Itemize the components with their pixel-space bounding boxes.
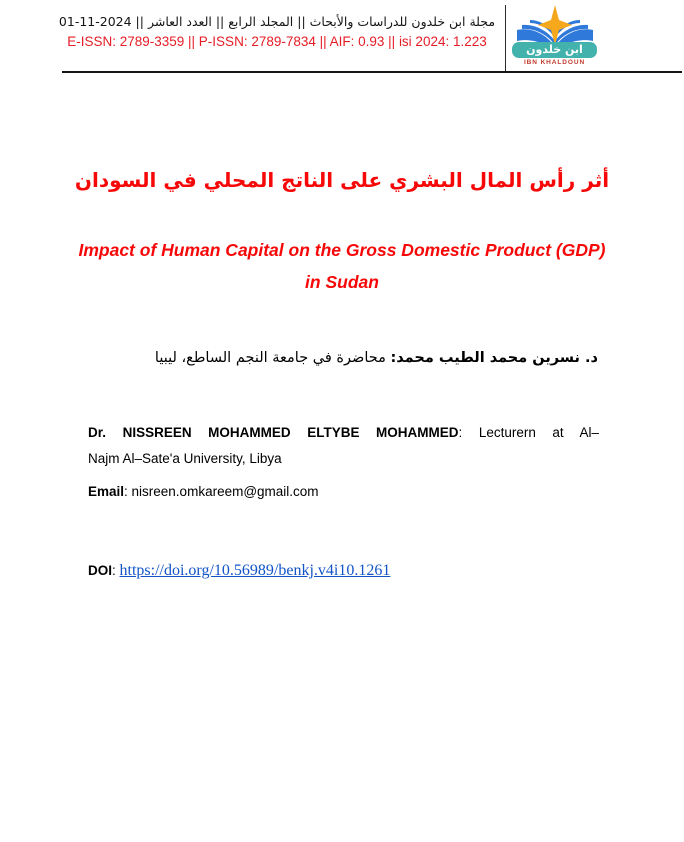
author-name-arabic: د. نسرين محمد الطيب محمد: (390, 350, 598, 366)
doi-link[interactable]: https://doi.org/10.56989/benkj.v4i10.1261 (119, 562, 391, 579)
author-role-english: : Lecturern at Al– (458, 425, 600, 440)
journal-title-line: مجلة ابن خلدون للدراسات والأبحاث || المجلد الرابع || العدد العاشر || 2024-11-01 (58, 14, 496, 29)
logo-caption: IBN KHALDOUN (523, 59, 586, 66)
author-line-english-1 (88, 420, 599, 446)
header-rule (62, 71, 682, 73)
journal-header (58, 14, 496, 49)
author-affiliation-arabic: محاضرة في جامعة النجم الساطع، ليبيا (154, 350, 386, 366)
author-name-english: Dr. NISSREEN MOHAMMED ELTYBE MOHAMMED (88, 425, 459, 440)
author-line-arabic (155, 350, 598, 366)
header-vertical-divider (505, 5, 506, 71)
article-title-arabic: أثر رأس المال البشري على الناتج المحلي في السودان (74, 168, 610, 192)
issn-line: E-ISSN: 2789-3359 || P-ISSN: 2789-7834 || AIF: 0.93 || isi 2024: 1.223 (67, 34, 487, 49)
journal-logo (508, 3, 601, 66)
logo-banner-arabic: ابن خلدون (512, 42, 597, 58)
doi-row (88, 562, 390, 580)
author-line-english-2: Najm Al–Sate'a University, Libya (88, 451, 282, 466)
author-block-english (88, 420, 599, 472)
article-title-english-line2: in Sudan (305, 272, 379, 292)
email-value: : nisreen.omkareem@gmail.com (124, 484, 319, 499)
doi-label: DOI (88, 563, 113, 578)
email-row (88, 484, 319, 499)
article-title-english (0, 240, 684, 292)
article-title-english-line1: Impact of Human Capital on the Gross Domestic Product (GDP) (78, 240, 606, 260)
email-label: Email (88, 484, 125, 499)
doi-separator: : (112, 563, 120, 578)
